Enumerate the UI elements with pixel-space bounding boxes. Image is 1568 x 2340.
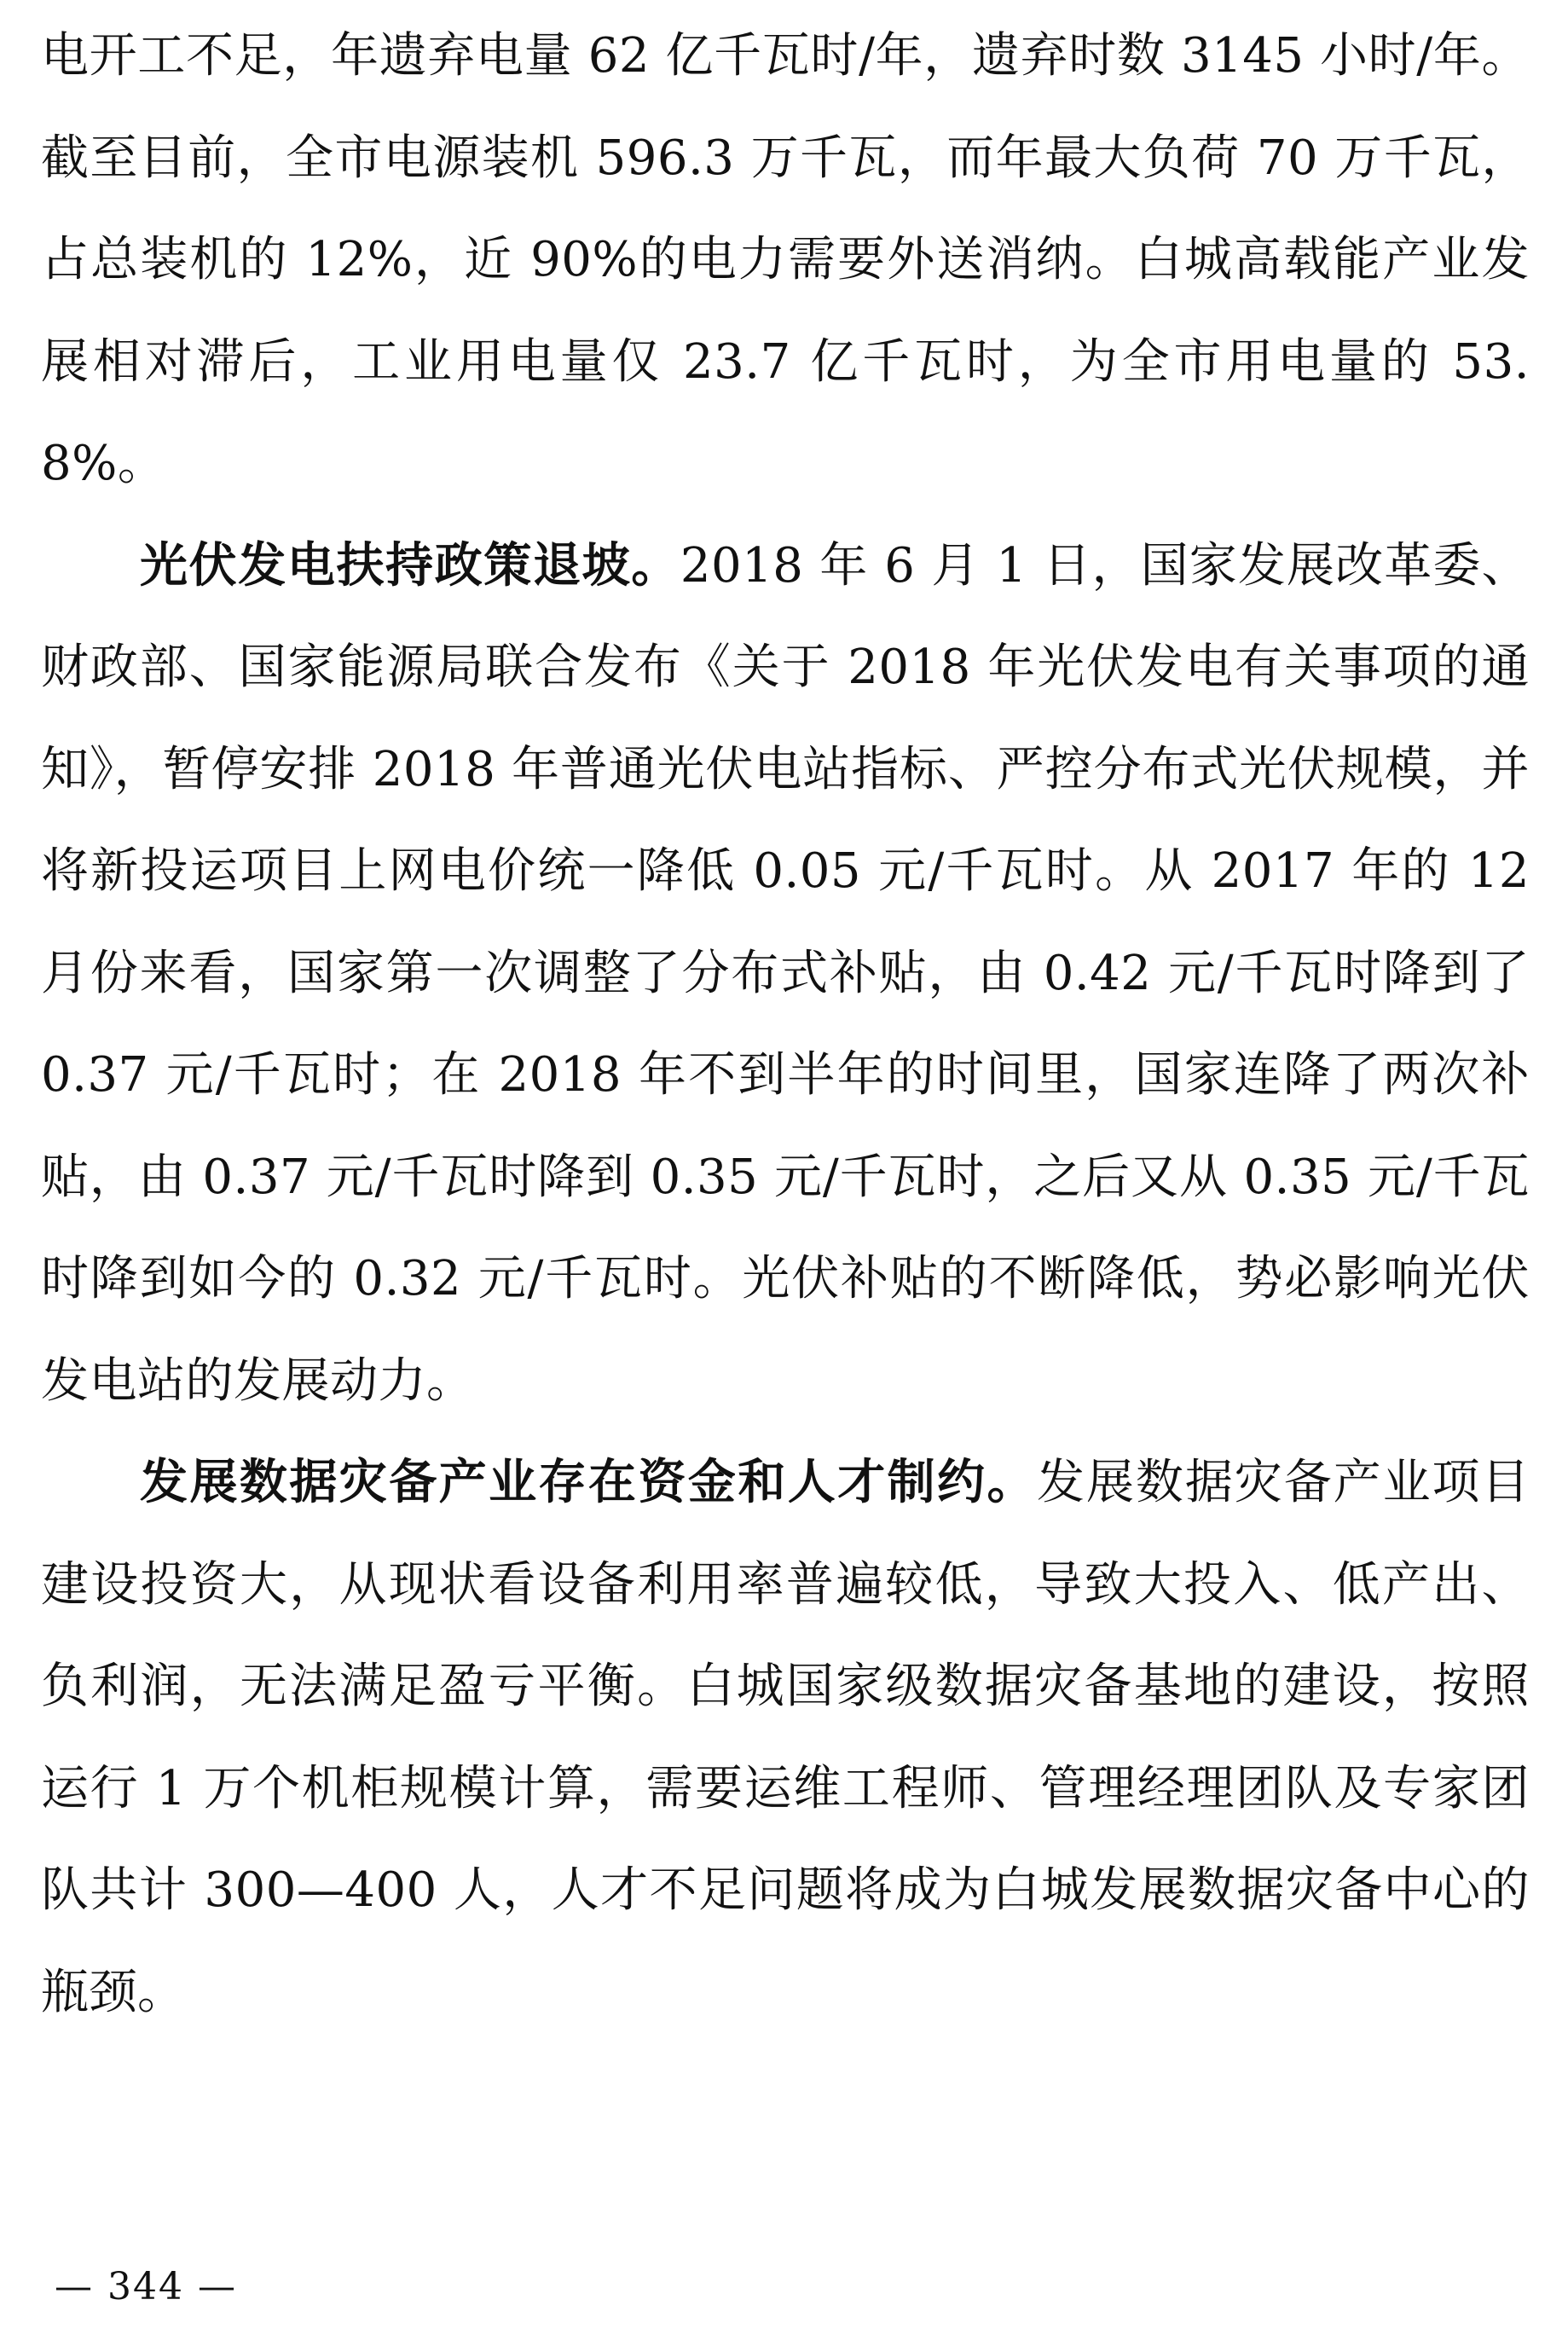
paragraph-text: 2018 年 6 月 1 日，国家发展改革委、财政部、国家能源局联合发布《关于 2018 年光伏发电有关事项的通知》，暂停安排 2018 年普通光伏电站指标、严控分布式光伏规模，并将新投运项目上网电价统一降低 0.05 元/千瓦时。从 2017 年的 12 月份来看，国家第一次调整了分布式补贴，由 0.42 元/千瓦时降到了 0.37 元/千瓦时；在 2018 年不到半年的时间里，国家连降了两次补贴，由 0.37 元/千瓦时降到 0.35 元/千瓦时，之后又从 0.35 元/千瓦时降到如今的 0.32 元/千瓦时。光伏补贴的不断降低，势必影响光伏发电站的发展动力。 [41,537,1530,1409]
paragraph-data-backup [41,1432,1530,2043]
paragraph-text: 发展数据灾备产业项目建设投资大，从现状看设备利用率普遍较低，导致大投入、低产出、负利润，无法满足盈亏平衡。白城国家级数据灾备基地的建设，按照运行 1 万个机柜规模计算，需要运维工程师、管理经理团队及专家团队共计 300—400 人，人才不足问题将成为白城发展数据灾备中心的瓶颈。 [41,1455,1530,2020]
paragraph-continuation [41,5,1530,515]
paragraph-solar-policy [41,515,1530,1433]
paragraph-text: 电开工不足，年遗弃电量 62 亿千瓦时/年，遗弃时数 3145 小时/年。截至目前，全市电源装机 596.3 万千瓦，而年最大负荷 70 万千瓦，占总装机的 12%，近 90%的电力需要外送消纳。白城高载能产业发展相对滞后，工业用电量仅 23.7 亿千瓦时，为全市用电量的 53.8%。 [41,28,1530,491]
paragraph-heading: 光伏发电扶持政策退坡。 [140,537,680,594]
paragraph-heading: 发展数据灾备产业存在资金和人才制约。 [140,1455,1037,1510]
page-number: — 344 — [55,2265,237,2308]
body-text [41,5,1530,2043]
